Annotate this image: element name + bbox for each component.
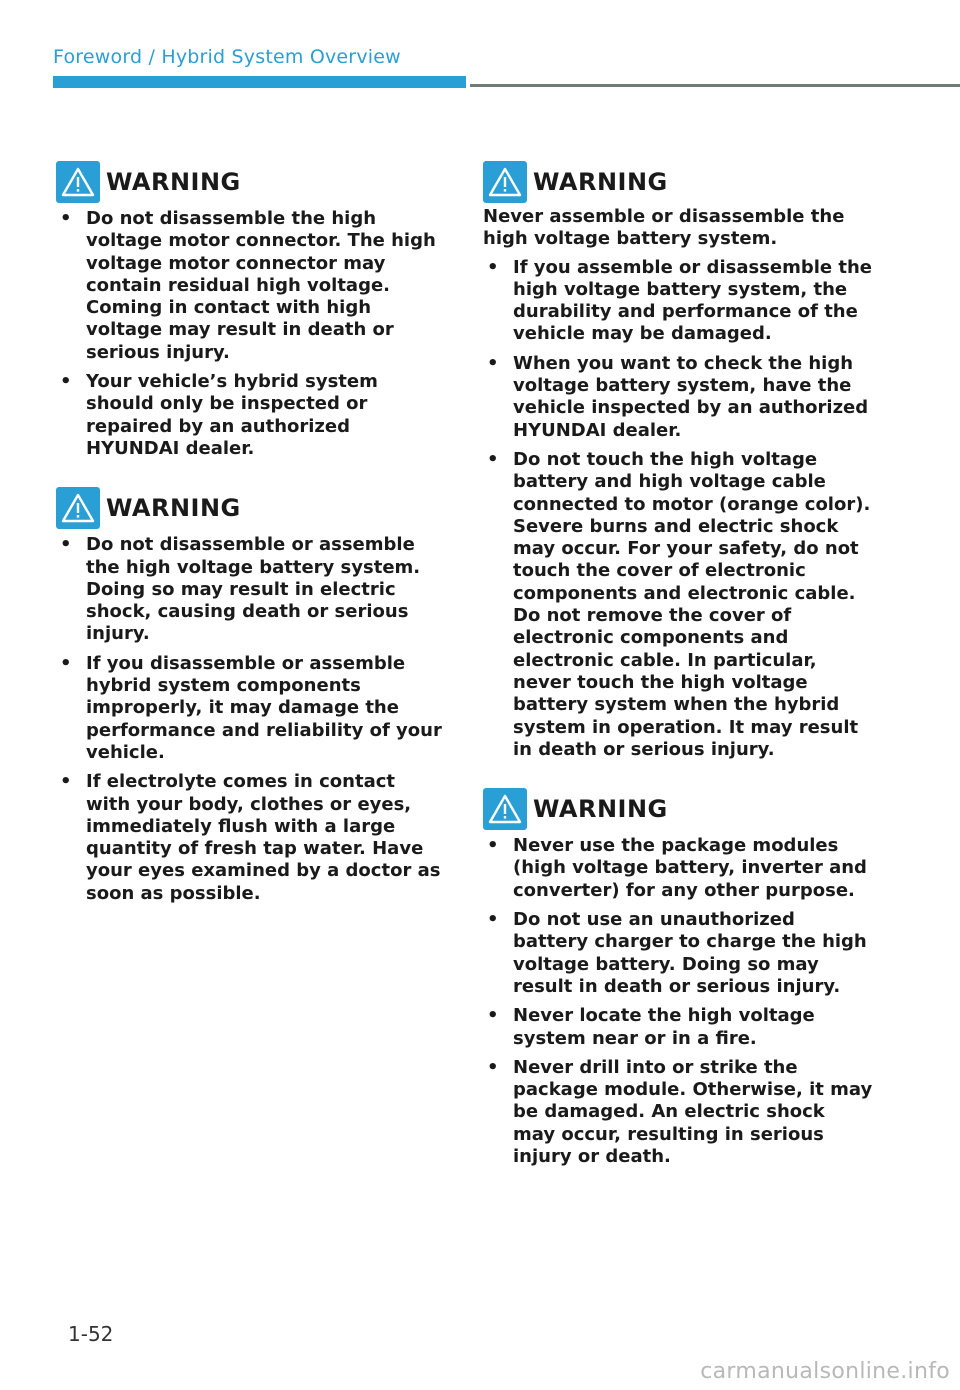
warning-item bbox=[56, 653, 444, 764]
bullet-point: • bbox=[60, 771, 72, 793]
warning-item-text: Never use the package modules (high voltage battery, inverter and converter) for any other purpose. bbox=[513, 835, 867, 901]
warning-item bbox=[56, 771, 444, 905]
bullet-point: • bbox=[60, 652, 72, 674]
warning-item-text: Do not touch the high voltage battery and high voltage cable connected to motor (orange color). Severe burns and electric shock may occur. For your safety, do not touch the cover of electronic components and electronic cable. Do not remove the cover of electronic components and electronic cable. In particular, never touch the high voltage battery system when the hybrid system in operation. It may result in death or serious injury. bbox=[513, 448, 871, 760]
section-breadcrumb: Foreword / Hybrid System Overview bbox=[53, 46, 401, 68]
bullet-point: • bbox=[487, 352, 499, 374]
header-rule-accent bbox=[53, 76, 466, 88]
warning-label: WARNING bbox=[106, 494, 241, 523]
warning-box bbox=[483, 787, 873, 1168]
warning-item bbox=[483, 449, 873, 761]
warning-intro: Never assemble or disassemble the high voltage battery system. bbox=[483, 206, 845, 250]
warning-item bbox=[483, 1005, 873, 1050]
bullet-point: • bbox=[487, 909, 499, 931]
bullet-point: • bbox=[60, 534, 72, 556]
header-rule-grey bbox=[470, 84, 960, 87]
bullet-point: • bbox=[487, 448, 499, 470]
right-column bbox=[483, 160, 873, 1194]
bullet-point: • bbox=[487, 835, 499, 857]
bullet-point: • bbox=[487, 1005, 499, 1027]
warning-list bbox=[56, 208, 444, 460]
warning-item-text: If you disassemble or assemble hybrid system components improperly, it may damage the performance and reliability of your vehicle. bbox=[86, 652, 442, 763]
warning-list bbox=[56, 534, 444, 905]
warning-item bbox=[56, 208, 444, 364]
warning-item-text: Do not disassemble or assemble the high voltage battery system. Doing so may result in electric shock, causing death or serious injury. bbox=[86, 534, 421, 645]
warning-heading bbox=[483, 787, 873, 831]
warning-box bbox=[483, 160, 873, 761]
bullet-point: • bbox=[60, 371, 72, 393]
warning-item-text: Your vehicle’s hybrid system should only be inspected or repaired by an authorized HYUNDAI dealer. bbox=[86, 371, 378, 459]
warning-label: WARNING bbox=[533, 795, 668, 824]
page-number: 1-52 bbox=[68, 1322, 114, 1346]
warning-label: WARNING bbox=[106, 168, 241, 196]
warning-item bbox=[483, 1057, 873, 1168]
warning-item-text: If electrolyte comes in contact with your body, clothes or eyes, immediately flush with a large quantity of fresh tap water. Have your eyes examined by a doctor as soon as possible. bbox=[86, 771, 441, 904]
warning-item bbox=[483, 835, 873, 902]
warning-box bbox=[56, 486, 444, 905]
warning-triangle-icon bbox=[56, 161, 100, 203]
warning-item bbox=[483, 353, 873, 442]
warning-heading bbox=[56, 160, 444, 204]
warning-item-text: Never locate the high voltage system near or in a fire. bbox=[513, 1005, 815, 1049]
bullet-point: • bbox=[60, 208, 72, 229]
watermark: carmanualsonline.info bbox=[700, 1359, 950, 1384]
warning-box bbox=[56, 160, 444, 460]
warning-list bbox=[483, 257, 873, 762]
warning-item-text: When you want to check the high voltage battery system, have the vehicle inspected by an authorized HYUNDAI dealer. bbox=[513, 352, 869, 441]
warning-triangle-icon bbox=[56, 487, 100, 529]
warning-item-text: Do not disassemble the high voltage motor connector. The high voltage motor connector may contain residual high voltage. Coming in contact with high voltage may result in death or serious injury. bbox=[86, 208, 436, 363]
warning-item bbox=[483, 909, 873, 998]
warning-item-text: Do not use an unauthorized battery charger to charge the high voltage battery. Doing so may result in death or serious injury. bbox=[513, 909, 867, 997]
warning-list bbox=[483, 835, 873, 1168]
warning-triangle-icon bbox=[483, 161, 527, 203]
warning-heading bbox=[56, 486, 444, 530]
warning-item bbox=[56, 371, 444, 460]
warning-label: WARNING bbox=[533, 168, 668, 196]
warning-item bbox=[483, 257, 873, 346]
warning-triangle-icon bbox=[483, 788, 527, 830]
warning-item-text: If you assemble or disassemble the high voltage battery system, the durability and performance of the vehicle may be damaged. bbox=[513, 256, 873, 345]
bullet-point: • bbox=[487, 256, 499, 278]
warning-heading bbox=[483, 160, 873, 204]
warning-item-text: Never drill into or strike the package module. Otherwise, it may be damaged. An electric shock may occur, resulting in serious injury or death. bbox=[513, 1056, 873, 1167]
bullet-point: • bbox=[487, 1056, 499, 1078]
left-column bbox=[56, 160, 444, 931]
warning-item bbox=[56, 534, 444, 645]
